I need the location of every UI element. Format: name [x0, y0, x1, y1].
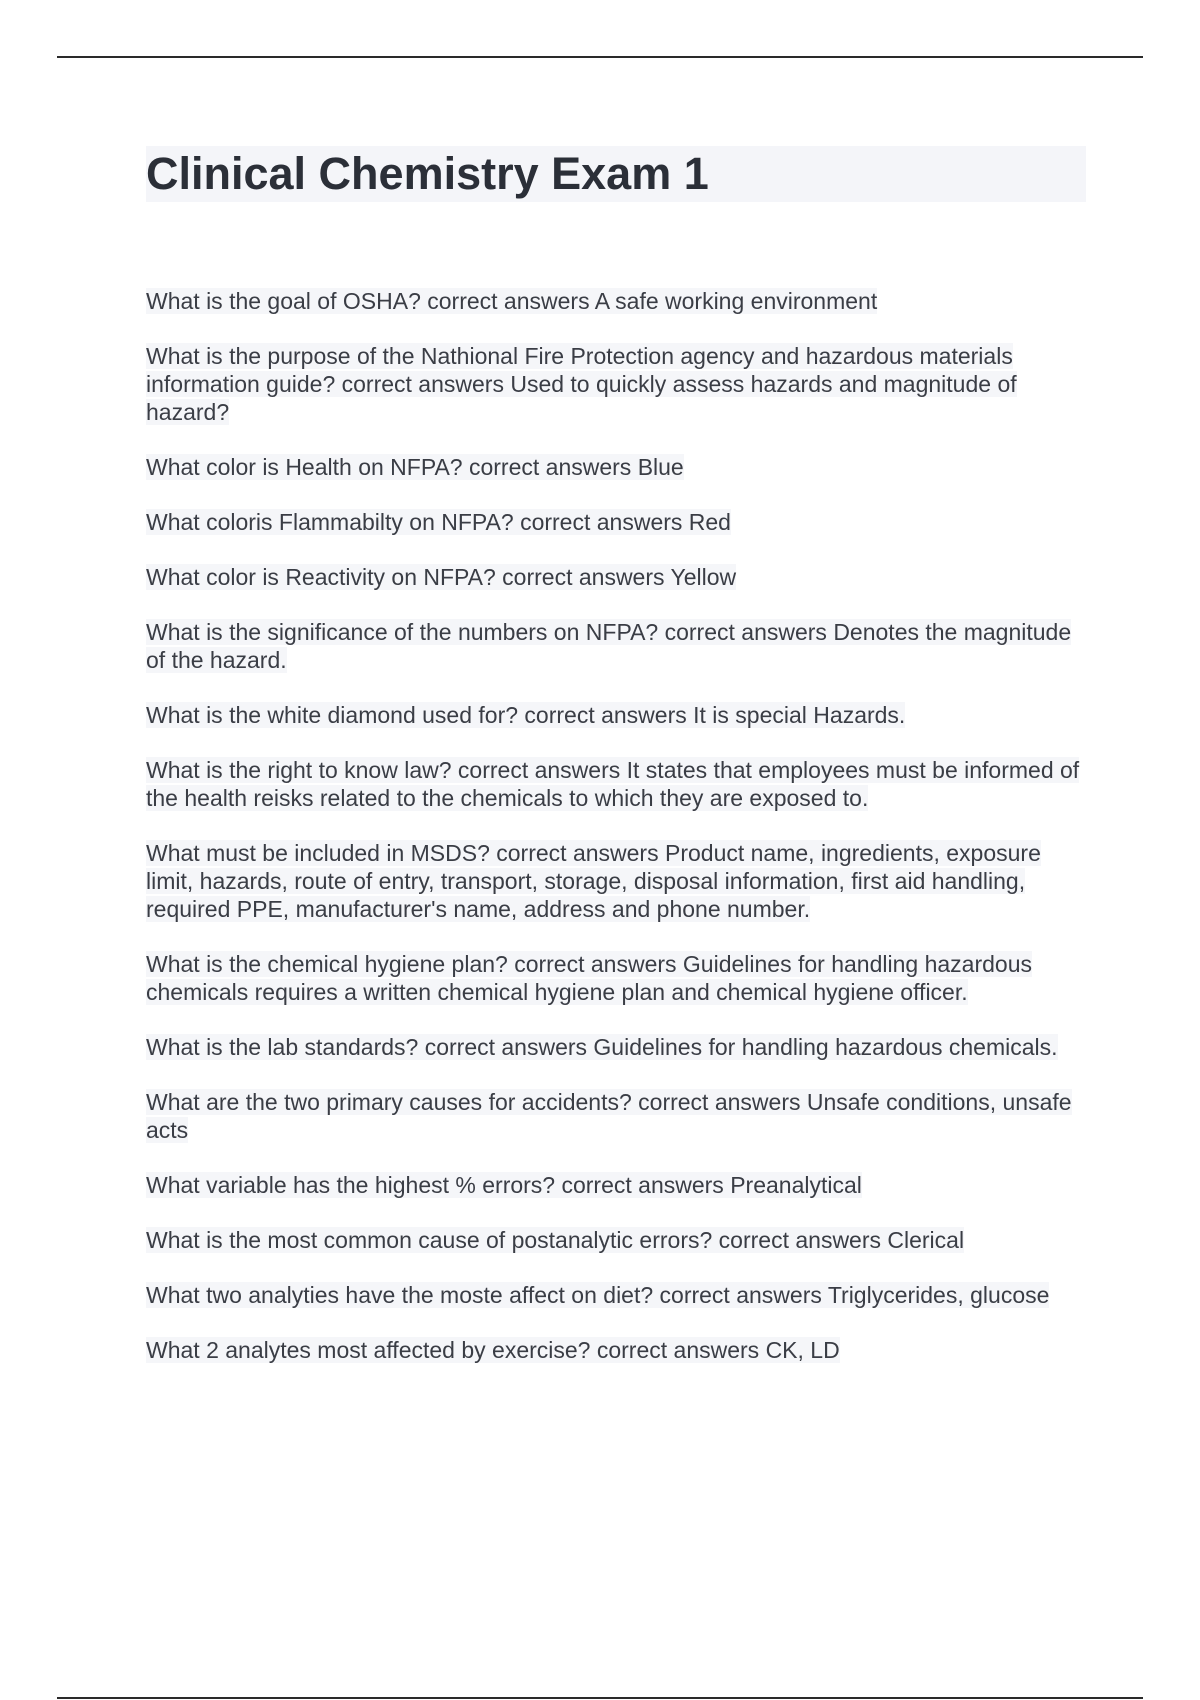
qa-item: What is the white diamond used for? correct answers It is special Hazards. [146, 702, 906, 728]
qa-item: What color is Reactivity on NFPA? correct answers Yellow [146, 564, 737, 590]
qa-item: What is the purpose of the Nathional Fire Protection agency and hazardous materials information guide? correct answers Used to quickly assess hazards and magnitude of hazard? [146, 343, 1017, 425]
qa-item: What coloris Flammabilty on NFPA? correct answers Red [146, 509, 731, 535]
qa-item: What are the two primary causes for accidents? correct answers Unsafe conditions, unsafe acts [146, 1089, 1072, 1143]
qa-item: What 2 analytes most affected by exercise? correct answers CK, LD [146, 1337, 840, 1363]
qa-item: What is the significance of the numbers on NFPA? correct answers Denotes the magnitude of the hazard. [146, 619, 1072, 673]
qa-item: What variable has the highest % errors? correct answers Preanalytical [146, 1172, 862, 1198]
qa-list [146, 287, 1086, 1364]
document-body [146, 146, 1086, 1391]
qa-item: What is the goal of OSHA? correct answers A safe working environment [146, 288, 878, 314]
qa-item: What two analyties have the moste affect on diet? correct answers Triglycerides, glucose [146, 1282, 1050, 1308]
qa-item: What color is Health on NFPA? correct answers Blue [146, 454, 684, 480]
page-title: Clinical Chemistry Exam 1 [146, 148, 709, 199]
qa-item: What is the right to know law? correct answers It states that employees must be informed of the health reisks related to the chemicals to which they are exposed to. [146, 757, 1080, 811]
bottom-rule [57, 1697, 1143, 1699]
qa-item: What is the most common cause of postanalytic errors? correct answers Clerical [146, 1227, 965, 1253]
title-band [146, 146, 1086, 202]
qa-item: What is the chemical hygiene plan? correct answers Guidelines for handling hazardous chemicals requires a written chemical hygiene plan and chemical hygiene officer. [146, 951, 1032, 1005]
qa-item: What is the lab standards? correct answers Guidelines for handling hazardous chemicals. [146, 1034, 1058, 1060]
top-rule [57, 56, 1143, 58]
qa-item: What must be included in MSDS? correct answers Product name, ingredients, exposure limit, hazards, route of entry, transport, storage, disposal information, first aid handling, required PPE, manufacturer's name, address and phone number. [146, 840, 1041, 922]
